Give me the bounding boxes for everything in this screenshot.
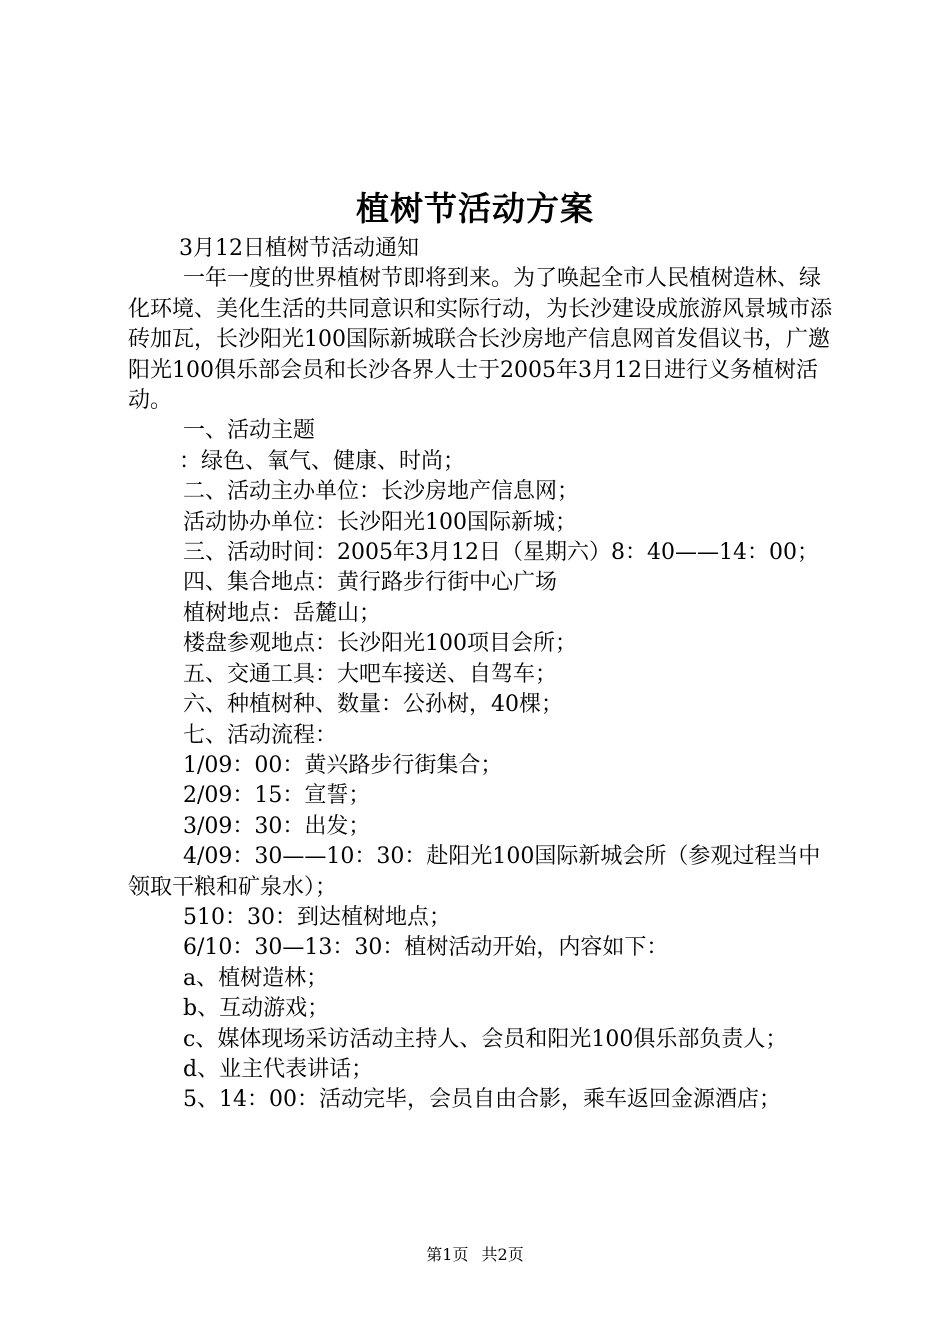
paragraph-step-end: 5、14：00：活动完毕，会员自由合影，乘车返回金源酒店； bbox=[183, 1087, 781, 1113]
paragraph-transport: 五、交通工具：大吧车接送、自驾车； bbox=[183, 661, 558, 687]
paragraph-notice-heading: 3月12日植树节活动通知 bbox=[179, 236, 419, 261]
paragraph-section-theme: 一、活动主题 bbox=[183, 418, 316, 444]
paragraph-step-5: 510：30：到达植树地点； bbox=[183, 904, 451, 930]
page-number: 第1页 bbox=[426, 1245, 469, 1264]
paragraph-step-1: 1/09：00：黄兴路步行街集合； bbox=[183, 752, 503, 778]
paragraph-item-c: c、媒体现场采访活动主持人、会员和阳光100俱乐部负责人； bbox=[183, 1026, 788, 1052]
page-total: 共2页 bbox=[481, 1245, 524, 1264]
paragraph-item-d: d、业主代表讲话； bbox=[183, 1056, 374, 1082]
paragraph-item-b: b、互动游戏； bbox=[183, 996, 330, 1022]
paragraph-time: 三、活动时间：2005年3月12日（星期六）8：40——14：00； bbox=[183, 540, 819, 566]
paragraph-step-2: 2/09：15：宣誓； bbox=[183, 783, 371, 809]
paragraph-tree-species: 六、种植树种、数量：公孙树，40棵； bbox=[183, 692, 563, 718]
paragraph-organizer: 二、活动主办单位：长沙房地产信息网； bbox=[183, 479, 580, 505]
document-body bbox=[128, 234, 834, 1116]
document-title: 植树节活动方案 bbox=[356, 189, 594, 228]
paragraph-co-organizer: 活动协办单位：长沙阳光100国际新城； bbox=[183, 509, 577, 535]
paragraph-step-4: 4/09：30——10：30：赴阳光100国际新城会所（参观过程当中领取干粮和矿泉水）； bbox=[128, 844, 821, 900]
paragraph-visit-place: 楼盘参观地点：长沙阳光100项目会所； bbox=[183, 631, 577, 657]
paragraph-intro: 一年一度的世界植树节即将到来。为了唤起全市人民植树造林、绿化环境、美化生活的共同意识和实际行动，为长沙建设成旅游风景城市添砖加瓦，长沙阳光100国际新城联合长沙房地产信息网首发倡议书，广邀阳光100俱乐部会员和长沙各界人士于2005年3月12日进行义务植树活动。 bbox=[128, 266, 833, 414]
paragraph-theme-content: ：绿色、氧气、健康、时尚； bbox=[179, 448, 466, 474]
page-footer bbox=[0, 1243, 950, 1267]
paragraph-step-3: 3/09：30：出发； bbox=[183, 813, 371, 839]
paragraph-assembly-place: 四、集合地点：黄行路步行街中心广场 bbox=[183, 570, 558, 596]
paragraph-item-a: a、植树造林； bbox=[183, 965, 329, 991]
paragraph-planting-place: 植树地点：岳麓山； bbox=[183, 600, 382, 626]
paragraph-process-heading: 七、活动流程： bbox=[183, 722, 338, 748]
paragraph-step-6: 6/10：30—13：30：植树活动开始，内容如下： bbox=[183, 935, 669, 961]
